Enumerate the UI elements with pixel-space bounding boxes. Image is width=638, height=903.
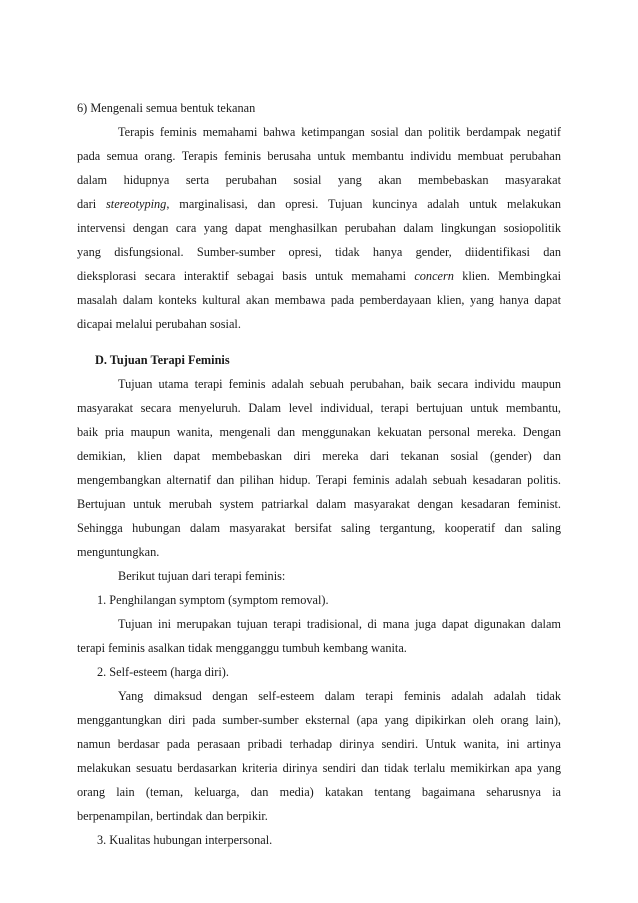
italic-term: stereotyping xyxy=(106,197,167,211)
paragraph-line: terapi feminis asalkan tidak mengganggu tumbuh kembang wanita. xyxy=(77,641,407,655)
paragraph-line: baik pria maupun wanita, mengenali dan menggunakan kekuatan personal mereka. Dengan xyxy=(77,425,561,439)
paragraph-line: mengembangkan alternatif dan pilihan hidup. Terapi feminis adalah sebuah kesadaran politis. xyxy=(77,473,561,487)
paragraph-line: intervensi dengan cara yang dapat menghasilkan perubahan dalam lingkungan sosiopolitik xyxy=(77,221,561,235)
paragraph-line: Tujuan utama terapi feminis adalah sebuah perubahan, baik secara individu maupun xyxy=(118,377,561,391)
paragraph-line: namun berdasar pada perasaan pribadi terhadap dirinya sendiri. Untuk wanita, ini artinya xyxy=(77,737,561,751)
paragraph-line: masyarakat secara menyeluruh. Dalam level individual, terapi bertujuan untuk membantu, xyxy=(77,401,561,415)
list-intro: Berikut tujuan dari terapi feminis: xyxy=(118,569,286,583)
list-item-title: 3. Kualitas hubungan interpersonal. xyxy=(97,833,273,847)
text-run: klien. Membingkai xyxy=(453,269,561,283)
italic-term: concern xyxy=(414,269,454,283)
section-d-heading: D. Tujuan Terapi Feminis xyxy=(95,353,230,367)
document-page xyxy=(77,96,561,852)
paragraph-line: Yang dimaksud dengan self-esteem dalam terapi feminis adalah adalah tidak xyxy=(118,689,561,703)
list-item-title: 2. Self-esteem (harga diri). xyxy=(97,665,229,679)
paragraph-line: masalah dalam konteks kultural akan membawa pada pemberdayaan klien, yang hanya dapat xyxy=(77,293,561,307)
paragraph-line: dalam hidupnya serta perubahan sosial yang akan membebaskan masyarakat xyxy=(77,173,561,187)
paragraph-line xyxy=(77,192,561,216)
paragraph-line: Bertujuan untuk merubah system patriarkal dalam masyarakat dengan kesadaran feminist. xyxy=(77,497,561,511)
paragraph-line xyxy=(77,264,561,288)
paragraph-line: Terapis feminis memahami bahwa ketimpangan sosial dan politik berdampak negatif xyxy=(118,125,561,139)
section-6-title: 6) Mengenali semua bentuk tekanan xyxy=(77,101,256,115)
paragraph-line: menggantungkan diri pada sumber-sumber eksternal (apa yang dipikirkan oleh orang lain), xyxy=(77,713,561,727)
list-item-title: 1. Penghilangan symptom (symptom removal). xyxy=(97,593,329,607)
text-run: dieksplorasi secara interaktif sebagai basis untuk memahami xyxy=(77,269,415,283)
paragraph-line: menguntungkan. xyxy=(77,545,160,559)
paragraph-line: Sehingga hubungan dalam masyarakat bersifat saling tergantung, kooperatif dan saling xyxy=(77,521,561,535)
text-run: , marginalisasi, dan opresi. Tujuan kuncinya adalah untuk melakukan xyxy=(166,197,561,211)
paragraph-line: orang lain (teman, keluarga, dan media) katakan tentang bagaimana seharusnya ia xyxy=(77,785,561,799)
paragraph-line: demikian, klien dapat membebaskan diri mereka dari tekanan sosial (gender) dan xyxy=(77,449,561,463)
paragraph-line: Tujuan ini merupakan tujuan terapi tradisional, di mana juga dapat digunakan dalam xyxy=(118,617,561,631)
paragraph-line: pada semua orang. Terapis feminis berusaha untuk membantu individu membuat perubahan xyxy=(77,149,561,163)
paragraph-line: melakukan sesuatu berdasarkan kriteria dirinya sendiri dan tidak terlalu memikirkan apa yang xyxy=(77,761,561,775)
paragraph-line: yang disfungsional. Sumber-sumber opresi, tidak hanya gender, diidentifikasi dan xyxy=(77,245,561,259)
spacer xyxy=(77,336,561,348)
paragraph-line: berpenampilan, bertindak dan berpikir. xyxy=(77,809,268,823)
text-run: dari xyxy=(77,197,106,211)
paragraph-line: dicapai melalui perubahan sosial. xyxy=(77,317,241,331)
